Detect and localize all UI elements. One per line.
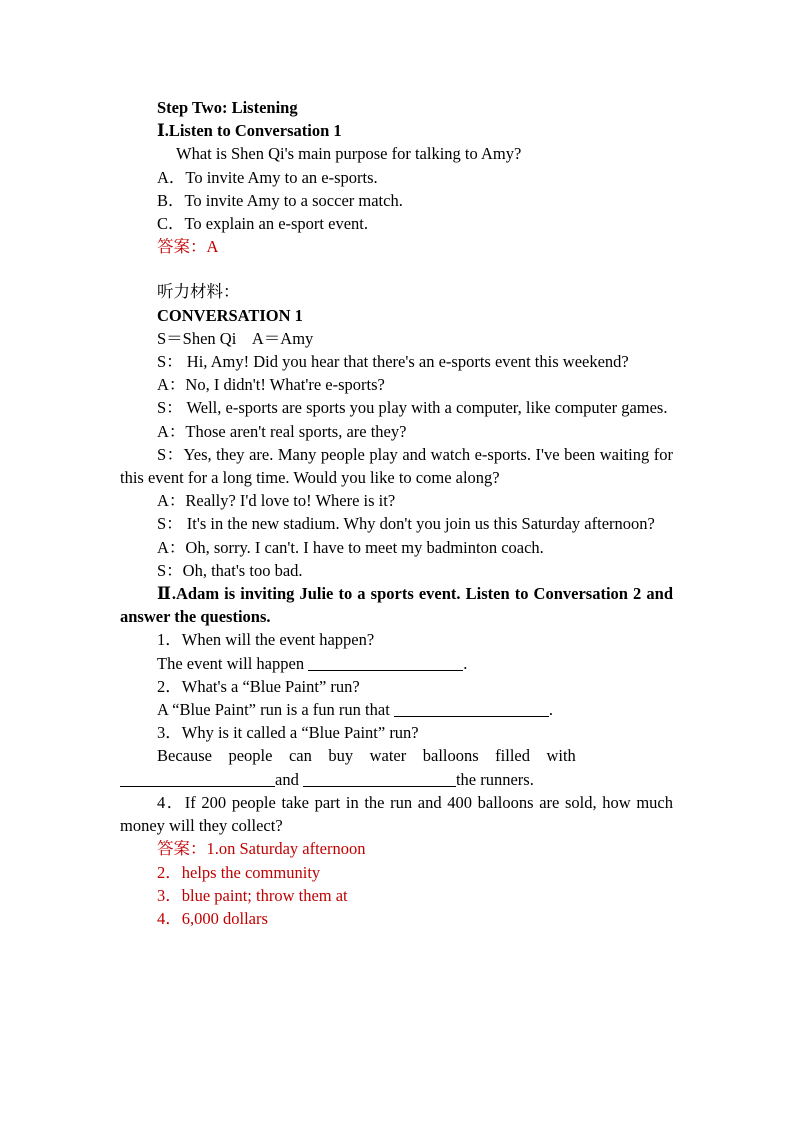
answer-blank[interactable] [303,771,456,787]
dialogue-line: A：Really? I'd love to! Where is it? [157,491,396,511]
dialogue-line: A：Those aren't real sports, are they? [157,421,407,441]
option-b: B．To invite Amy to a soccer match. [157,190,403,210]
answer-text: 1.on Saturday afternoon [206,839,366,859]
document-page [120,96,673,930]
dialogue-line: A：Oh, sorry. I can't. I have to meet my badminton coach. [157,537,544,557]
step-title: Step Two: Listening [157,98,298,117]
question-2-fill: A “Blue Paint” run is a fun run that . [157,700,554,720]
answer-label: 答案： [157,839,207,859]
fill-and: and [275,769,299,789]
answer-3: 3．blue paint; throw them at [157,885,348,905]
part1-answer: 答案：A [157,237,219,257]
question-1: 1．When will the event happen? [157,630,375,650]
option-a: A．To invite Amy to an e-sports. [157,167,378,187]
dialogue-line: S：Yes, they are. Many people play and watch e-sports. I've been waiting for this event for a long time. Would you like to come along? [120,444,673,488]
question-2: 2．What's a “Blue Paint” run? [157,676,360,696]
material-label: 听力材料： [157,282,240,302]
conversation-title: CONVERSATION 1 [157,305,303,325]
answer-blank[interactable] [394,701,549,717]
part2-heading: Ⅱ.Adam is inviting Julie to a sports event. Listen to Conversation 2 and answer the questions. [120,584,673,627]
question-1-fill: The event will happen . [157,653,468,673]
answer-blank[interactable] [308,655,463,671]
question-3-fill-line2 [120,768,673,791]
part1-question: What is Shen Qi's main purpose for talking to Amy? [176,144,522,164]
dialogue-line: S： Well, e-sports are sports you play with a computer, like computer games. [157,398,668,418]
question-3: 3．Why is it called a “Blue Paint” run? [157,723,419,743]
dialogue-line: S： Hi, Amy! Did you hear that there's an e-sports event this weekend? [157,352,629,372]
fill-end: the runners. [455,769,534,789]
dialogue-line: S： It's in the new stadium. Why don't you join us this Saturday afternoon? [157,514,655,534]
answer-1 [120,837,673,860]
answer-4: 4．6,000 dollars [157,908,268,928]
fill-prefix: A “Blue Paint” run is a fun run that [157,700,390,720]
answer-blank[interactable] [120,771,275,787]
answer-2: 2．helps the community [157,862,321,882]
fill-prefix: The event will happen [157,653,305,673]
question-3-fill-line1: Because people can buy water balloons filled with [157,746,576,766]
spacer [120,258,673,280]
dialogue-line: S：Oh, that's too bad. [157,560,303,580]
option-c: C．To explain an e-sport event. [157,214,368,234]
question-4: 4．If 200 people take part in the run and 400 balloons are sold, how much money will they collect? [120,792,673,836]
dialogue-line: A：No, I didn't! What're e-sports? [157,375,385,395]
part1-heading: Ⅰ.Listen to Conversation 1 [157,121,342,141]
speaker-key: S＝Shen Qi A＝Amy [157,328,314,348]
